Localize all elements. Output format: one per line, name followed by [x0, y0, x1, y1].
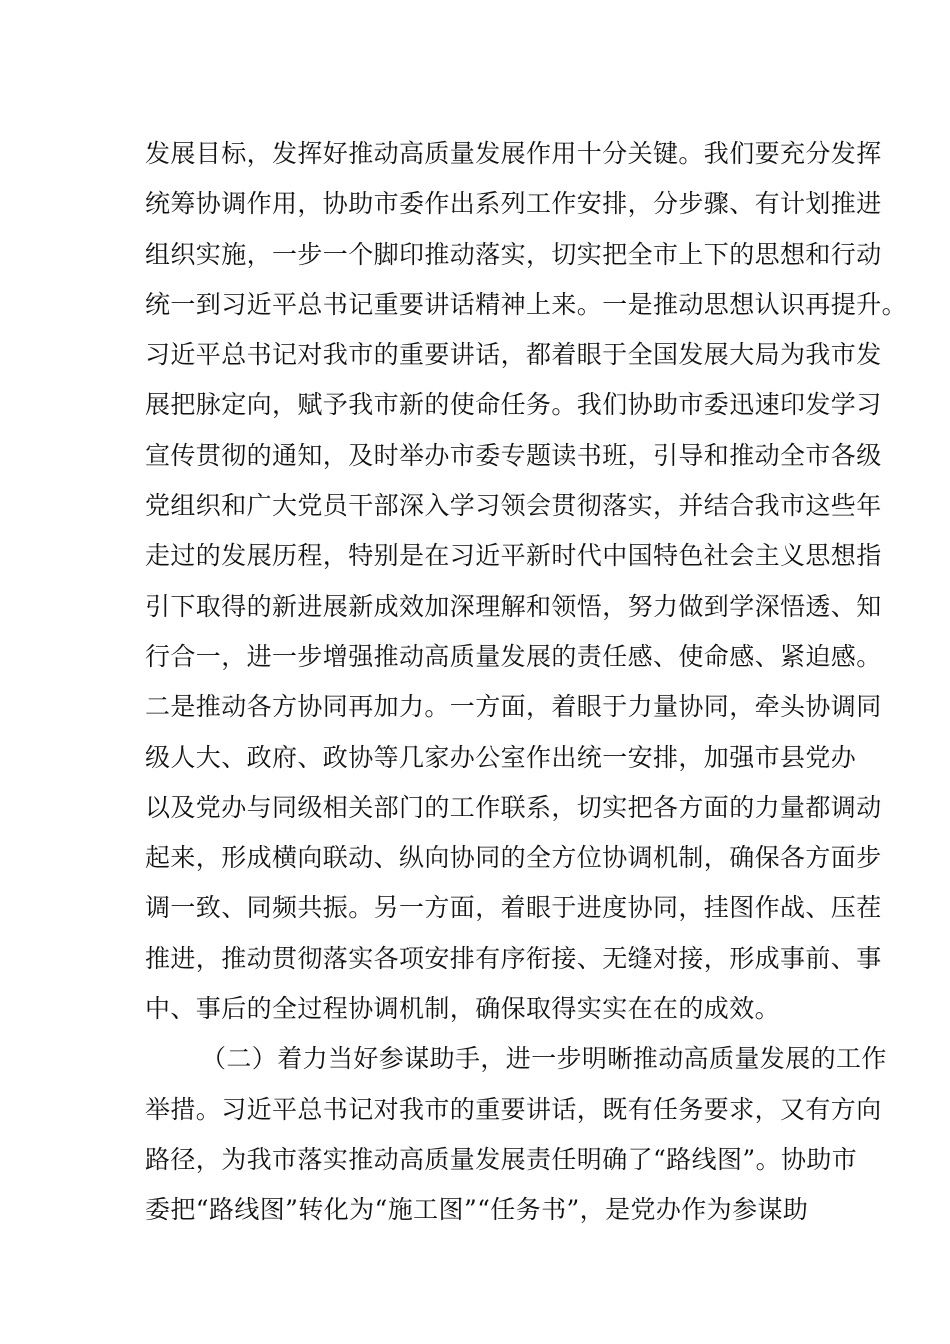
text-line-indented: （二）着力当好参谋助手，进一步明晰推动高质量发展的工作	[201, 1044, 887, 1074]
text-line: 发展目标，发挥好推动高质量发展作用十分关键。我们要充分发挥	[145, 139, 882, 168]
text-line: 走过的发展历程，特别是在习近平新时代中国特色社会主义思想指	[145, 541, 882, 571]
text-line: 宣传贯彻的通知，及时举办市委专题读书班，引导和推动全市各级	[145, 440, 882, 470]
text-line: 展把脉定向，赋予我市新的使命任务。我们协助市委迅速印发学习	[145, 390, 882, 420]
text-line: 推进，推动贯彻落实各项安排有序衔接、无缝对接，形成事前、事	[145, 943, 882, 973]
text-line: 级人大、政府、政协等几家办公室作出统一安排，加强市县党办	[145, 742, 857, 772]
text-line: 习近平总书记对我市的重要讲话，都着眼于全国发展大局为我市发	[145, 340, 882, 370]
text-line: 党组织和广大党员干部深入学习领会贯彻落实，并结合我市这些年	[145, 491, 882, 521]
text-line: 路径，为我市落实推动高质量发展责任明确了“路线图”。协助市	[145, 1144, 858, 1174]
text-line: 统筹协调作用，协助市委作出系列工作安排，分步骤、有计划推进	[145, 189, 882, 219]
text-line: 中、事后的全过程协调机制，确保取得实实在在的成效。	[145, 994, 781, 1024]
body-text	[145, 129, 908, 1236]
text-line: 举措。习近平总书记对我市的重要讲话，既有任务要求，又有方向	[145, 1094, 882, 1124]
text-line: 以及党办与同级相关部门的工作联系，切实把各方面的力量都调动	[145, 792, 882, 822]
text-line: 调一致、同频共振。另一方面，着眼于进度协同，挂图作战、压茬	[145, 893, 882, 923]
text-line: 组织实施，一步一个脚印推动落实，切实把全市上下的思想和行动	[145, 239, 882, 269]
text-line: 二是推动各方协同再加力。一方面，着眼于力量协同，牵头协调同	[145, 692, 882, 722]
text-line: 引下取得的新进展新成效加深理解和领悟，努力做到学深悟透、知	[145, 591, 882, 621]
text-line: 行合一，进一步增强推动高质量发展的责任感、使命感、紧迫感。	[145, 641, 882, 671]
text-line: 起来，形成横向联动、纵向协同的全方位协调机制，确保各方面步	[145, 843, 882, 873]
text-line: 统一到习近平总书记重要讲话精神上来。一是推动思想认识再提升。	[145, 289, 908, 319]
text-line: 委把“路线图”转化为“施工图”“任务书”，是党办作为参谋助	[145, 1195, 809, 1225]
